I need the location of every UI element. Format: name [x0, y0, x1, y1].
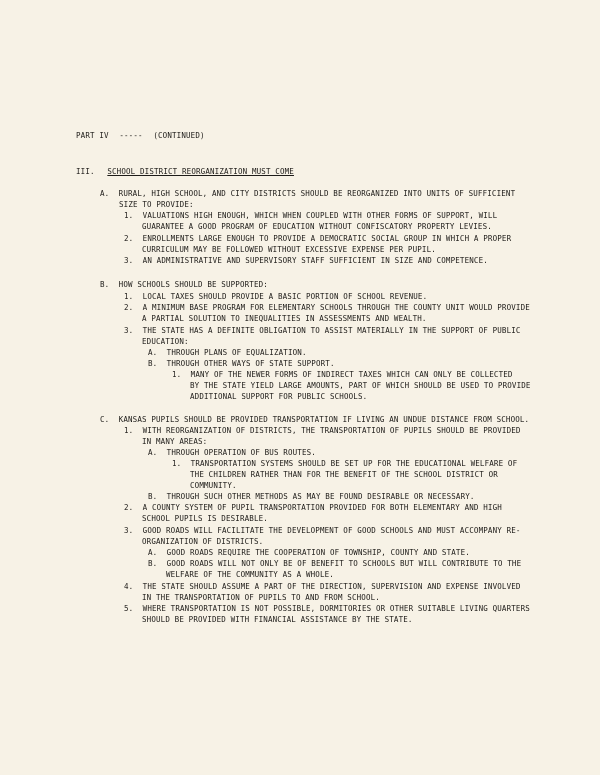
- item-b3: [124, 326, 521, 336]
- item-number: 1.: [172, 459, 182, 468]
- item-c1a1-cont1: THE CHILDREN RATHER THAN FOR THE BENEFIT OF THE SCHOOL DISTRICT OR: [190, 470, 498, 479]
- item-c1b: [148, 492, 475, 502]
- item-a-line2: SIZE TO PROVIDE:: [119, 200, 194, 209]
- item-b1: [124, 292, 427, 302]
- item-b3-cont: EDUCATION:: [142, 337, 189, 346]
- item-b: [100, 280, 268, 290]
- item-b3b: [148, 359, 335, 369]
- item-text: THROUGH PLANS OF EQUALIZATION.: [166, 348, 307, 357]
- item-letter: B.: [148, 359, 158, 368]
- item-number: 3.: [124, 526, 134, 535]
- item-number: 5.: [124, 604, 134, 613]
- part-dashes: -----: [119, 131, 143, 140]
- item-letter: B.: [148, 492, 158, 501]
- item-c5: [124, 604, 530, 614]
- item-a1-cont: GUARANTEE A GOOD PROGRAM OF EDUCATION WITHOUT CONFISCATORY PROPERTY LEVIES.: [142, 222, 492, 231]
- item-c5-cont: SHOULD BE PROVIDED WITH FINANCIAL ASSISTANCE BY THE STATE.: [142, 615, 413, 624]
- item-a-line1: [100, 189, 515, 199]
- item-b3b1-cont2: ADDITIONAL SUPPORT FOR PUBLIC SCHOOLS.: [190, 392, 368, 401]
- section-numeral: III.: [76, 167, 95, 176]
- item-c1a1-cont2: COMMUNITY.: [190, 481, 237, 490]
- item-a2-cont: CURRICULUM MAY BE FOLLOWED WITHOUT EXCESSIVE EXPENSE PER PUPIL.: [142, 245, 436, 254]
- item-c3-cont: ORGANIZATION OF DISTRICTS.: [142, 537, 264, 546]
- item-b3a: [148, 348, 307, 358]
- item-c2-cont: SCHOOL PUPILS IS DESIRABLE.: [142, 514, 268, 523]
- item-c3b: [148, 559, 521, 569]
- item-text: THE STATE SHOULD ASSUME A PART OF THE DIRECTION, SUPERVISION AND EXPENSE INVOLVED: [142, 582, 521, 591]
- item-text: A COUNTY SYSTEM OF PUPIL TRANSPORTATION PROVIDED FOR BOTH ELEMENTARY AND HIGH: [142, 503, 502, 512]
- item-c2: [124, 503, 502, 513]
- item-c1-cont: IN MANY AREAS:: [142, 437, 208, 446]
- item-c3a: [148, 548, 470, 558]
- item-c1: [124, 426, 521, 436]
- item-number: 1.: [124, 292, 134, 301]
- item-a1: [124, 211, 497, 221]
- item-number: 1.: [172, 370, 182, 379]
- item-text: THROUGH SUCH OTHER METHODS AS MAY BE FOUND DESIRABLE OR NECESSARY.: [166, 492, 475, 501]
- item-c1a: [148, 448, 316, 458]
- item-b-label: B.: [100, 280, 110, 289]
- item-text: THE STATE HAS A DEFINITE OBLIGATION TO ASSIST MATERIALLY IN THE SUPPORT OF PUBLIC: [142, 326, 521, 335]
- item-text: GOOD ROADS WILL NOT ONLY BE OF BENEFIT TO SCHOOLS BUT WILL CONTRIBUTE TO THE: [166, 559, 522, 568]
- item-a3: [124, 256, 488, 266]
- item-text: VALUATIONS HIGH ENOUGH, WHICH WHEN COUPLED WITH OTHER FORMS OF SUPPORT, WILL: [142, 211, 498, 220]
- item-text: WHERE TRANSPORTATION IS NOT POSSIBLE, DORMITORIES OR OTHER SUITABLE LIVING QUARTERS: [142, 604, 530, 613]
- item-b2-cont: A PARTIAL SOLUTION TO INEQUALITIES IN ASSESSMENTS AND WEALTH.: [142, 314, 427, 323]
- item-number: 2.: [124, 303, 134, 312]
- item-number: 4.: [124, 582, 134, 591]
- item-number: 3.: [124, 256, 134, 265]
- item-letter: A.: [148, 548, 158, 557]
- item-text: A MINIMUM BASE PROGRAM FOR ELEMENTARY SCHOOLS THROUGH THE COUNTY UNIT WOULD PROVIDE: [142, 303, 530, 312]
- item-number: 3.: [124, 326, 134, 335]
- item-b3b1: [172, 370, 513, 380]
- item-c-text: KANSAS PUPILS SHOULD BE PROVIDED TRANSPORTATION IF LIVING AN UNDUE DISTANCE FROM SCHOOL.: [118, 415, 530, 424]
- item-c4: [124, 582, 521, 592]
- item-a2: [124, 234, 511, 244]
- item-letter: A.: [148, 348, 158, 357]
- item-text: LOCAL TAXES SHOULD PROVIDE A BASIC PORTION OF SCHOOL REVENUE.: [142, 292, 428, 301]
- continued-label: (CONTINUED): [153, 131, 205, 140]
- item-letter: A.: [148, 448, 158, 457]
- item-text: THROUGH OTHER WAYS OF STATE SUPPORT.: [166, 359, 335, 368]
- item-c4-cont: IN THE TRANSPORTATION OF PUPILS TO AND FROM SCHOOL.: [142, 593, 380, 602]
- item-c3b-cont: WELFARE OF THE COMMUNITY AS A WHOLE.: [166, 570, 334, 579]
- section-heading: [76, 167, 294, 177]
- item-number: 2.: [124, 234, 134, 243]
- item-c1a1: [172, 459, 517, 469]
- item-b3b1-cont1: BY THE STATE YIELD LARGE AMOUNTS, PART OF WHICH SHOULD BE USED TO PROVIDE: [190, 381, 531, 390]
- item-letter: B.: [148, 559, 158, 568]
- item-b2: [124, 303, 530, 313]
- item-c: [100, 415, 529, 425]
- item-c3: [124, 526, 521, 536]
- item-b-text: HOW SCHOOLS SHOULD BE SUPPORTED:: [118, 280, 268, 289]
- item-text: MANY OF THE NEWER FORMS OF INDIRECT TAXES WHICH CAN ONLY BE COLLECTED: [190, 370, 513, 379]
- part-label: PART IV: [76, 131, 109, 140]
- item-number: 1.: [124, 426, 134, 435]
- item-number: 1.: [124, 211, 134, 220]
- item-text: ENROLLMENTS LARGE ENOUGH TO PROVIDE A DEMOCRATIC SOCIAL GROUP IN WHICH A PROPER: [142, 234, 512, 243]
- item-text: WITH REORGANIZATION OF DISTRICTS, THE TRANSPORTATION OF PUPILS SHOULD BE PROVIDED: [142, 426, 521, 435]
- item-c-label: C.: [100, 415, 110, 424]
- item-number: 2.: [124, 503, 134, 512]
- item-text: AN ADMINISTRATIVE AND SUPERVISORY STAFF SUFFICIENT IN SIZE AND COMPETENCE.: [142, 256, 488, 265]
- item-text: THROUGH OPERATION OF BUS ROUTES.: [166, 448, 316, 457]
- item-text: GOOD ROADS REQUIRE THE COOPERATION OF TOWNSHIP, COUNTY AND STATE.: [166, 548, 470, 557]
- item-text: GOOD ROADS WILL FACILITATE THE DEVELOPMENT OF GOOD SCHOOLS AND MUST ACCOMPANY RE-: [142, 526, 521, 535]
- part-heading: [76, 131, 205, 141]
- item-a-text: RURAL, HIGH SCHOOL, AND CITY DISTRICTS SHOULD BE REORGANIZED INTO UNITS OF SUFFICIENT: [118, 189, 516, 198]
- item-text: TRANSPORTATION SYSTEMS SHOULD BE SET UP FOR THE EDUCATIONAL WELFARE OF: [190, 459, 518, 468]
- item-a-label: A.: [100, 189, 110, 198]
- section-title: SCHOOL DISTRICT REORGANIZATION MUST COME: [107, 167, 294, 176]
